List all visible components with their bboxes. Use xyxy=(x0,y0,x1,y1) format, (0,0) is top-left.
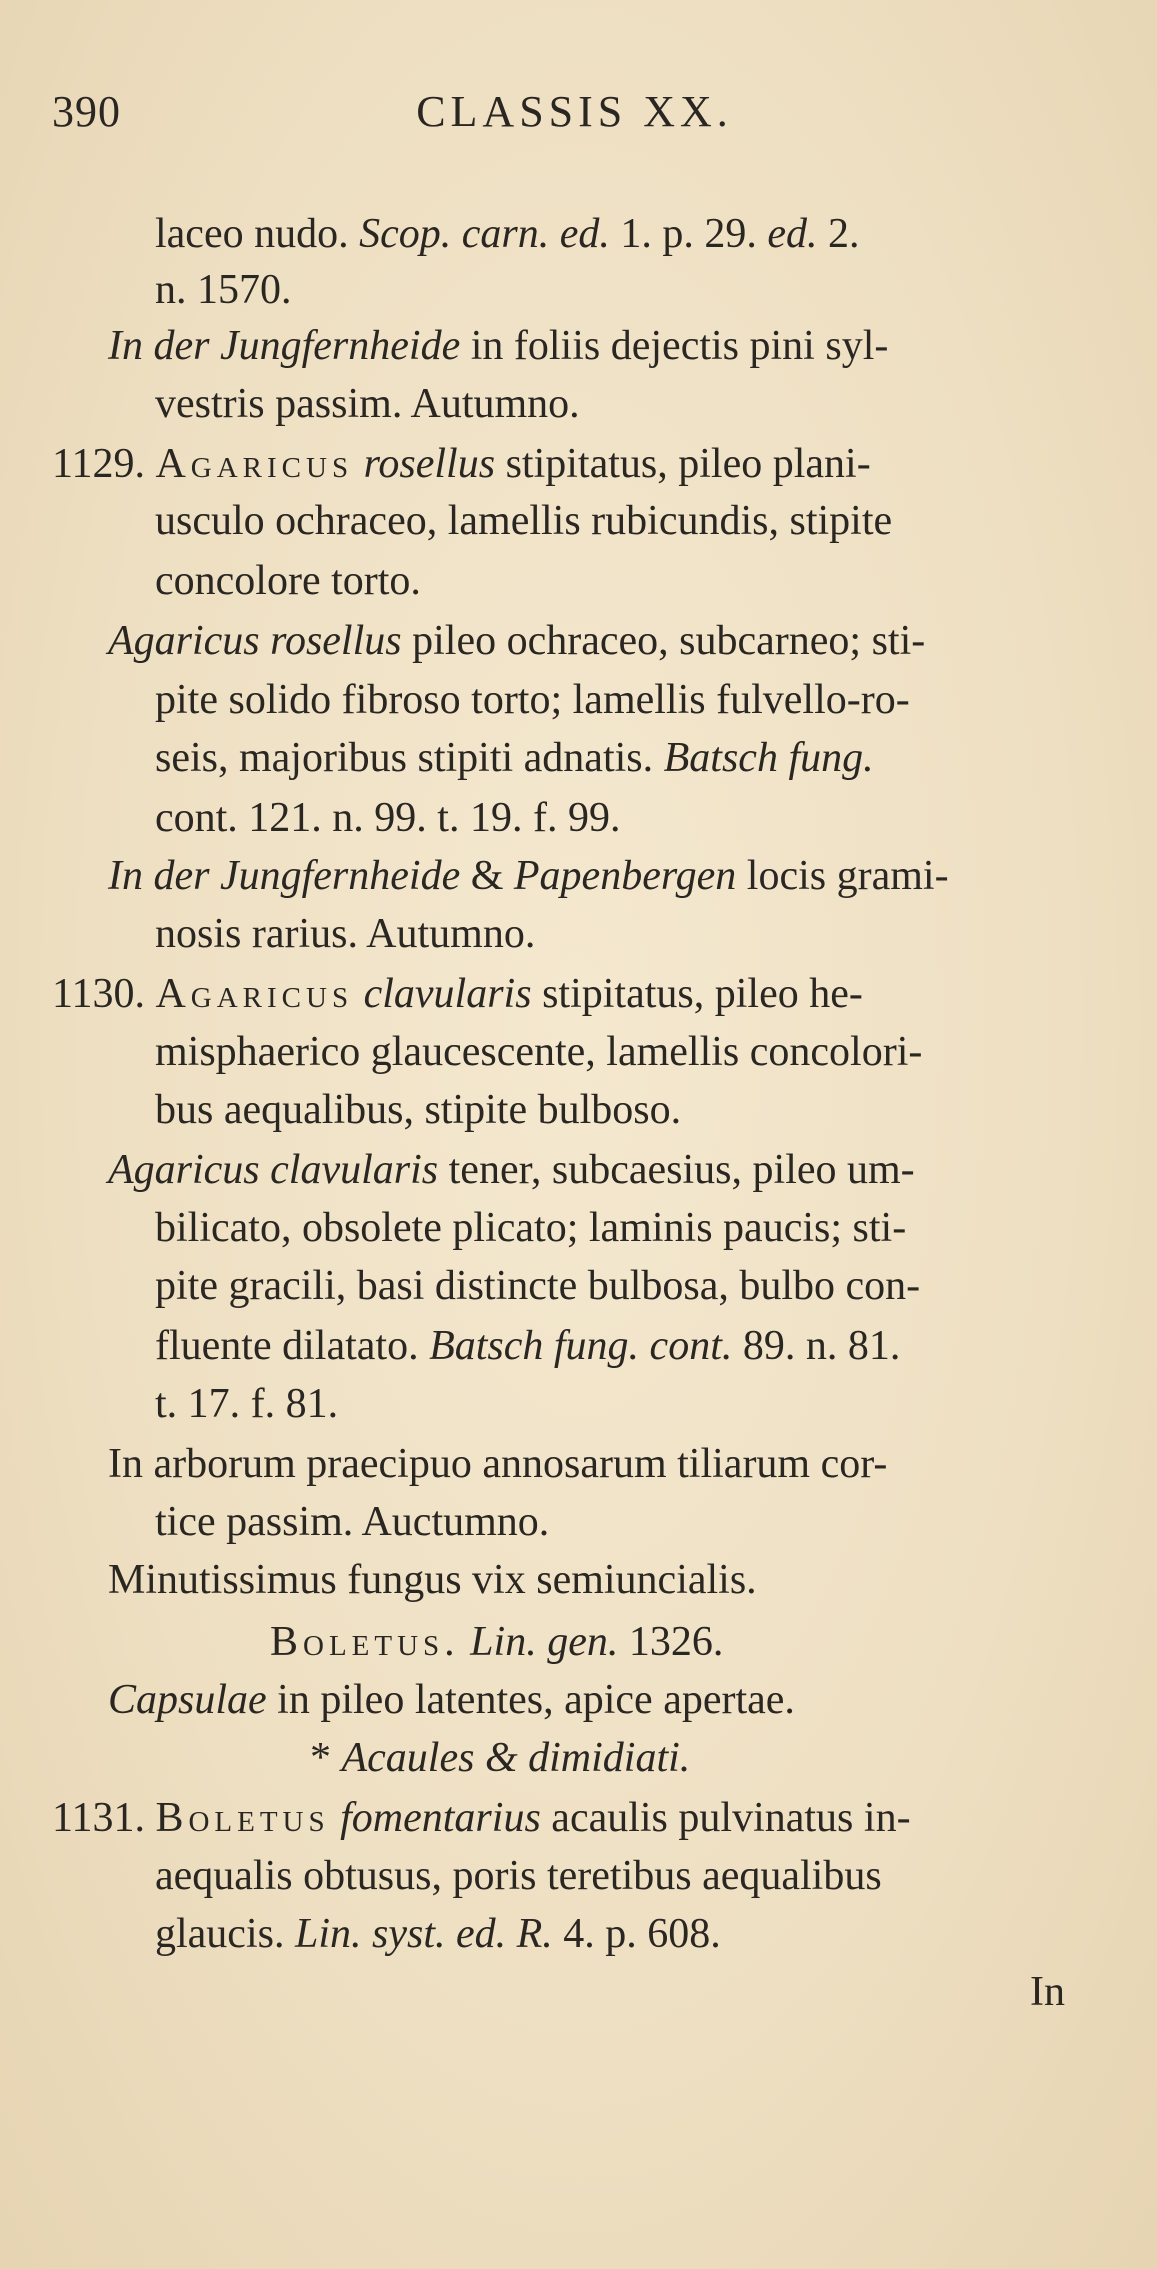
text-segment: nosis rarius. Autumno. xyxy=(155,911,536,957)
text-segment: Boletus. xyxy=(270,1619,460,1665)
text-line xyxy=(270,1621,723,1663)
text-segment: Agaricus xyxy=(155,441,354,487)
text-segment: glaucis. xyxy=(155,1911,295,1957)
text-segment: vestris passim. Autumno. xyxy=(155,381,580,427)
text-segment: aequalis obtusus, poris teretibus aequalibus xyxy=(155,1853,882,1899)
text-line xyxy=(52,973,863,1015)
text-line xyxy=(155,500,892,542)
text-segment: Scop. carn. ed. xyxy=(359,211,610,257)
text-segment: 1130. xyxy=(52,971,156,1017)
text-segment: pileo ochraceo, subcarneo; sti- xyxy=(401,618,926,664)
text-segment: in foliis dejectis pini syl- xyxy=(460,323,889,369)
text-line xyxy=(155,797,620,839)
text-segment: stipitatus, pileo plani- xyxy=(495,441,871,487)
text-line xyxy=(52,1797,911,1839)
text-line xyxy=(155,913,535,955)
text-segment: cont. 121. n. 99. t. 19. f. 99. xyxy=(155,795,621,841)
running-title: CLASSIS XX. xyxy=(416,87,733,136)
text-segment: pite solido fibroso torto; lamellis fulvello-ro- xyxy=(155,677,910,723)
text-segment: Batsch fung. cont. xyxy=(429,1323,733,1369)
text-segment: in pileo latentes, apice apertae. xyxy=(266,1677,795,1723)
text-line xyxy=(155,1031,922,1073)
text-line xyxy=(155,1383,338,1425)
text-segment: tice passim. Auctumno. xyxy=(155,1499,550,1545)
text-segment: Lin. gen. xyxy=(459,1619,619,1665)
text-segment: locis grami- xyxy=(736,853,949,899)
text-segment: 2. xyxy=(817,211,860,257)
text-segment: * xyxy=(310,1735,342,1781)
text-line xyxy=(155,1855,882,1897)
text-line xyxy=(108,325,888,367)
page-number: 390 xyxy=(52,87,121,136)
text-segment: clavularis xyxy=(353,971,532,1017)
text-segment: tener, subcaesius, pileo um- xyxy=(438,1147,915,1193)
text-line xyxy=(155,1089,681,1131)
text-line xyxy=(1030,1971,1065,2013)
text-segment: rosellus xyxy=(353,441,496,487)
text-line xyxy=(155,1913,721,1955)
text-line xyxy=(108,855,949,897)
text-segment: laceo nudo. xyxy=(155,211,360,257)
text-segment: Agaricus clavularis xyxy=(108,1147,439,1193)
text-segment: Capsulae xyxy=(108,1677,267,1723)
text-segment: & xyxy=(460,853,514,899)
text-segment: Lin. syst. ed. R. xyxy=(294,1911,553,1957)
text-segment: fomentarius xyxy=(329,1795,541,1841)
text-segment: Acaules & dimidiati. xyxy=(341,1735,691,1781)
text-segment: stipitatus, pileo he- xyxy=(531,971,863,1017)
text-line xyxy=(108,1443,887,1485)
text-segment: concolore torto. xyxy=(155,558,421,604)
text-line xyxy=(155,679,910,721)
text-segment: acaulis pulvinatus in- xyxy=(540,1795,911,1841)
text-segment: misphaerico glaucescente, lamellis concolori- xyxy=(155,1029,923,1075)
text-segment: Agaricus rosellus xyxy=(108,618,402,664)
text-segment: ed. xyxy=(767,211,818,257)
text-segment: 89. n. 81. xyxy=(732,1323,901,1369)
text-segment: Agaricus xyxy=(155,971,354,1017)
text-segment: In der Jungfernheide xyxy=(108,853,461,899)
text-line xyxy=(155,1325,900,1367)
text-segment: bilicato, obsolete plicato; laminis paucis; sti- xyxy=(155,1205,907,1251)
text-segment: In arborum praecipuo annosarum tiliarum cor- xyxy=(108,1441,888,1487)
text-line xyxy=(155,1207,906,1249)
text-line xyxy=(155,1265,920,1307)
text-segment: 1129. xyxy=(52,441,156,487)
text-segment: usculo ochraceo, lamellis rubicundis, stipite xyxy=(155,498,893,544)
text-line xyxy=(155,737,874,779)
text-segment: Papenbergen xyxy=(513,853,737,899)
text-segment: pite gracili, basi distincte bulbosa, bulbo con- xyxy=(155,1263,921,1309)
text-segment: Minutissimus fungus vix semiuncialis. xyxy=(108,1557,757,1603)
text-segment: t. 17. f. 81. xyxy=(155,1381,339,1427)
text-line xyxy=(108,620,925,662)
text-line xyxy=(155,383,580,425)
text-segment: n. 1570. xyxy=(155,267,292,313)
text-segment: Batsch fung. xyxy=(663,735,874,781)
text-segment: In der Jungfernheide xyxy=(108,323,461,369)
text-line xyxy=(108,1559,757,1601)
text-line xyxy=(155,560,421,602)
text-segment: Boletus xyxy=(155,1795,330,1841)
text-segment: 1. p. 29. xyxy=(609,211,768,257)
text-segment: seis, majoribus stipiti adnatis. xyxy=(155,735,664,781)
text-segment: 1326. xyxy=(618,1619,724,1665)
text-line xyxy=(155,269,292,311)
text-segment: bus aequalibus, stipite bulboso. xyxy=(155,1087,682,1133)
text-line xyxy=(155,213,860,255)
page-header xyxy=(52,86,1097,146)
text-segment: 1131. xyxy=(52,1795,156,1841)
text-segment: 4. p. 608. xyxy=(552,1911,721,1957)
text-line xyxy=(108,1149,915,1191)
text-line xyxy=(155,1501,549,1543)
text-line xyxy=(52,443,871,485)
text-line xyxy=(108,1679,795,1721)
text-segment: In xyxy=(1030,1969,1065,2015)
text-segment: fluente dilatato. xyxy=(155,1323,430,1369)
text-line xyxy=(310,1737,690,1779)
